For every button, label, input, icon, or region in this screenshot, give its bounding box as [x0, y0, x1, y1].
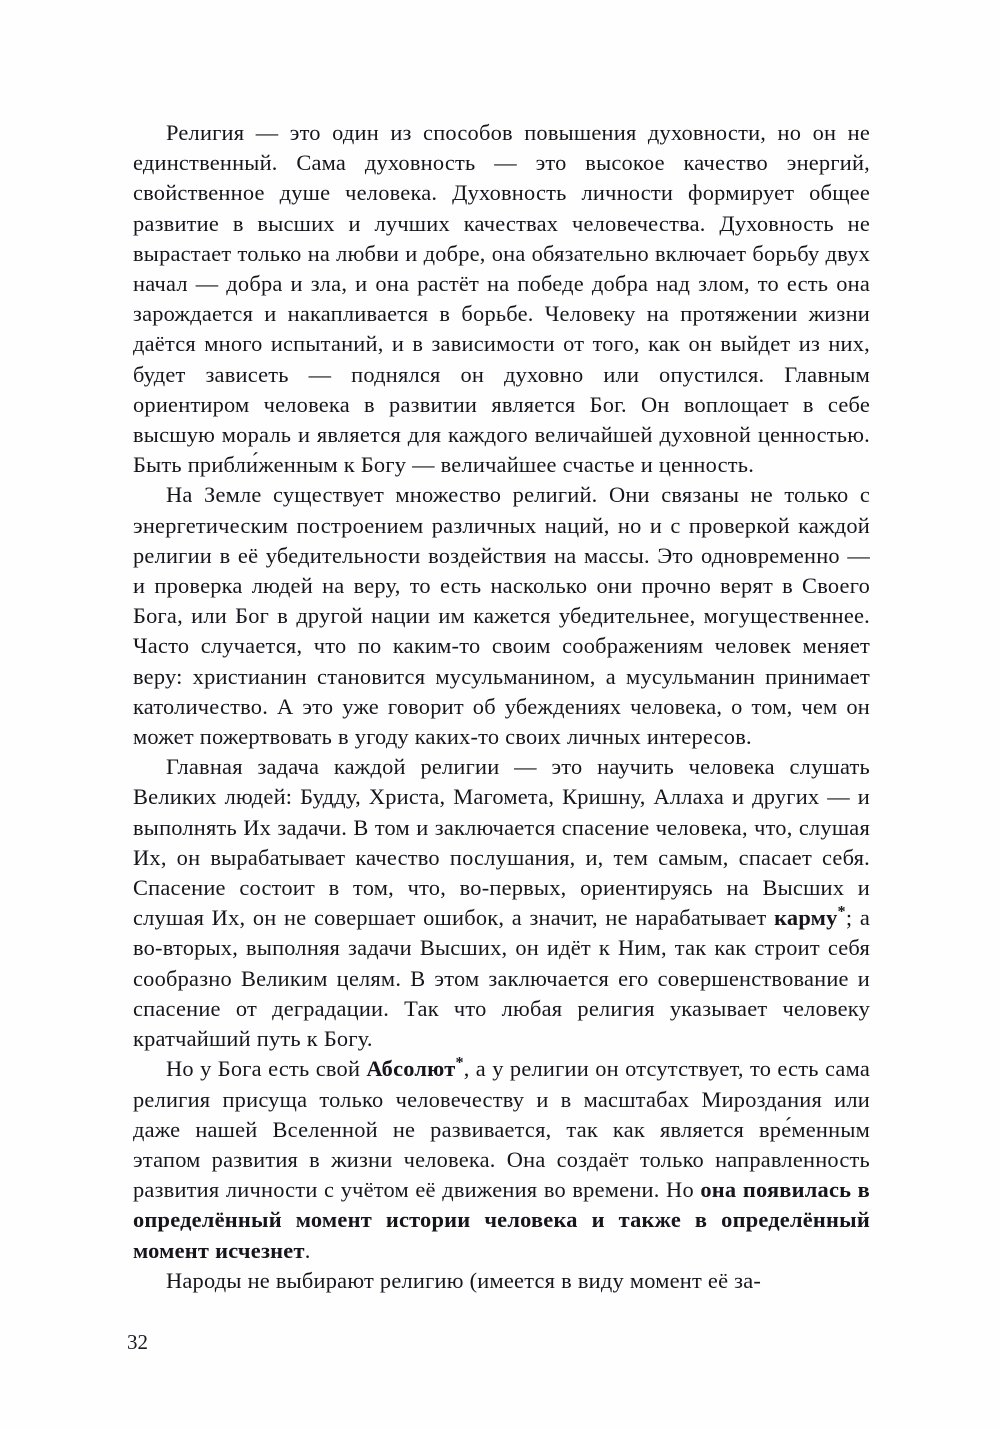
term-absolute: Абсолют: [366, 1056, 456, 1082]
emphasised-sentence: она появилась в определённый момент истории человека и также в определённый момент исчезнет: [133, 1177, 870, 1263]
footnote-marker-karma: *: [837, 903, 846, 921]
paragraph-3: [133, 752, 870, 1054]
paragraph-4-text-part-2: , а у религии он отсутствует, то есть сама религия присуща только человечеству и в масштабах Мироздания или даже нашей Вселенной не развивается, так как является вре́менным этапом развития в жизни человека. Она создаёт только направленность развития личности с учётом её движения во времени. Но: [133, 1056, 870, 1203]
footnote-marker-absolute: *: [455, 1054, 464, 1072]
paragraph-5-text: Народы не выбирают религию (имеется в виду момент её за-: [166, 1267, 762, 1293]
text-column: [133, 118, 870, 1296]
paragraph-2-text: На Земле существует множество религий. Они связаны не только с энергетическим построением различных наций, но и с проверкой каждой религии в её убедительности воздействия на массы. Это одновременно — и проверка людей на веру, то есть насколько они прочно верят в Своего Бога, или Бог в другой нации им кажется убедительнее, могущественнее. Часто случается, что по каким-то своим соображениям человек меняет веру: христианин становится мусульманином, а мусульманин принимает католичество. А это уже говорит об убеждениях человека, о том, чем он может пожертвовать в угоду каких-то своих личных интересов.: [133, 482, 870, 750]
paragraph-2: [133, 480, 870, 752]
paragraph-3-text-part-1: Главная задача каждой религии — это научить человека слушать Великих людей: Будду, Христа, Магомета, Кришну, Аллаха и других — и выполнять Их задачи. В том и заключается спасение человека, что, слушая Их, он вырабатывает качество послушания, и, тем самым, спасает себя. Спасение состоит в том, что, во-первых, ориентируясь на Высших и слушая Их, он не совершает ошибок, а значит, не нарабатывает: [133, 754, 870, 931]
paragraph-4-text-part-3: .: [304, 1237, 311, 1263]
term-karma: карму: [774, 905, 838, 931]
page-number: 32: [127, 1330, 148, 1354]
paragraph-5: [133, 1266, 870, 1296]
paragraph-3-text-part-2: ; а во-вторых, выполняя задачи Высших, он идёт к Ним, так как строит себя сообразно Великим целям. В этом заключается его совершенствование и спасение от деградации. Так что любая религия указывает человеку кратчайший путь к Богу.: [133, 905, 870, 1052]
paragraph-1: [133, 118, 870, 480]
paragraph-1-text: Религия — это один из способов повышения духовности, но он не единственный. Сама духовность — это высокое качество энергий, свойственное душе человека. Духовность личности формирует общее развитие в высших и лучших качествах человечества. Духовность не вырастает только на любви и добре, она обязательно включает борьбу двух начал — добра и зла, и она растёт на победе добра над злом, то есть она зарождается и накапливается в борьбе. Человеку на протяжении жизни даётся много испытаний, и в зависимости от того, как он выйдет из них, будет зависеть — поднялся он духовно или опустился. Главным ориентиром человека в развитии является Бог. Он воплощает в себе высшую мораль и является для каждого величайшей духовной ценностью. Быть прибли́женным к Богу — величайшее счастье и ценность.: [133, 120, 870, 478]
paragraph-4: [133, 1054, 870, 1265]
paragraph-4-text-part-1: Но у Бога есть свой: [166, 1056, 367, 1082]
